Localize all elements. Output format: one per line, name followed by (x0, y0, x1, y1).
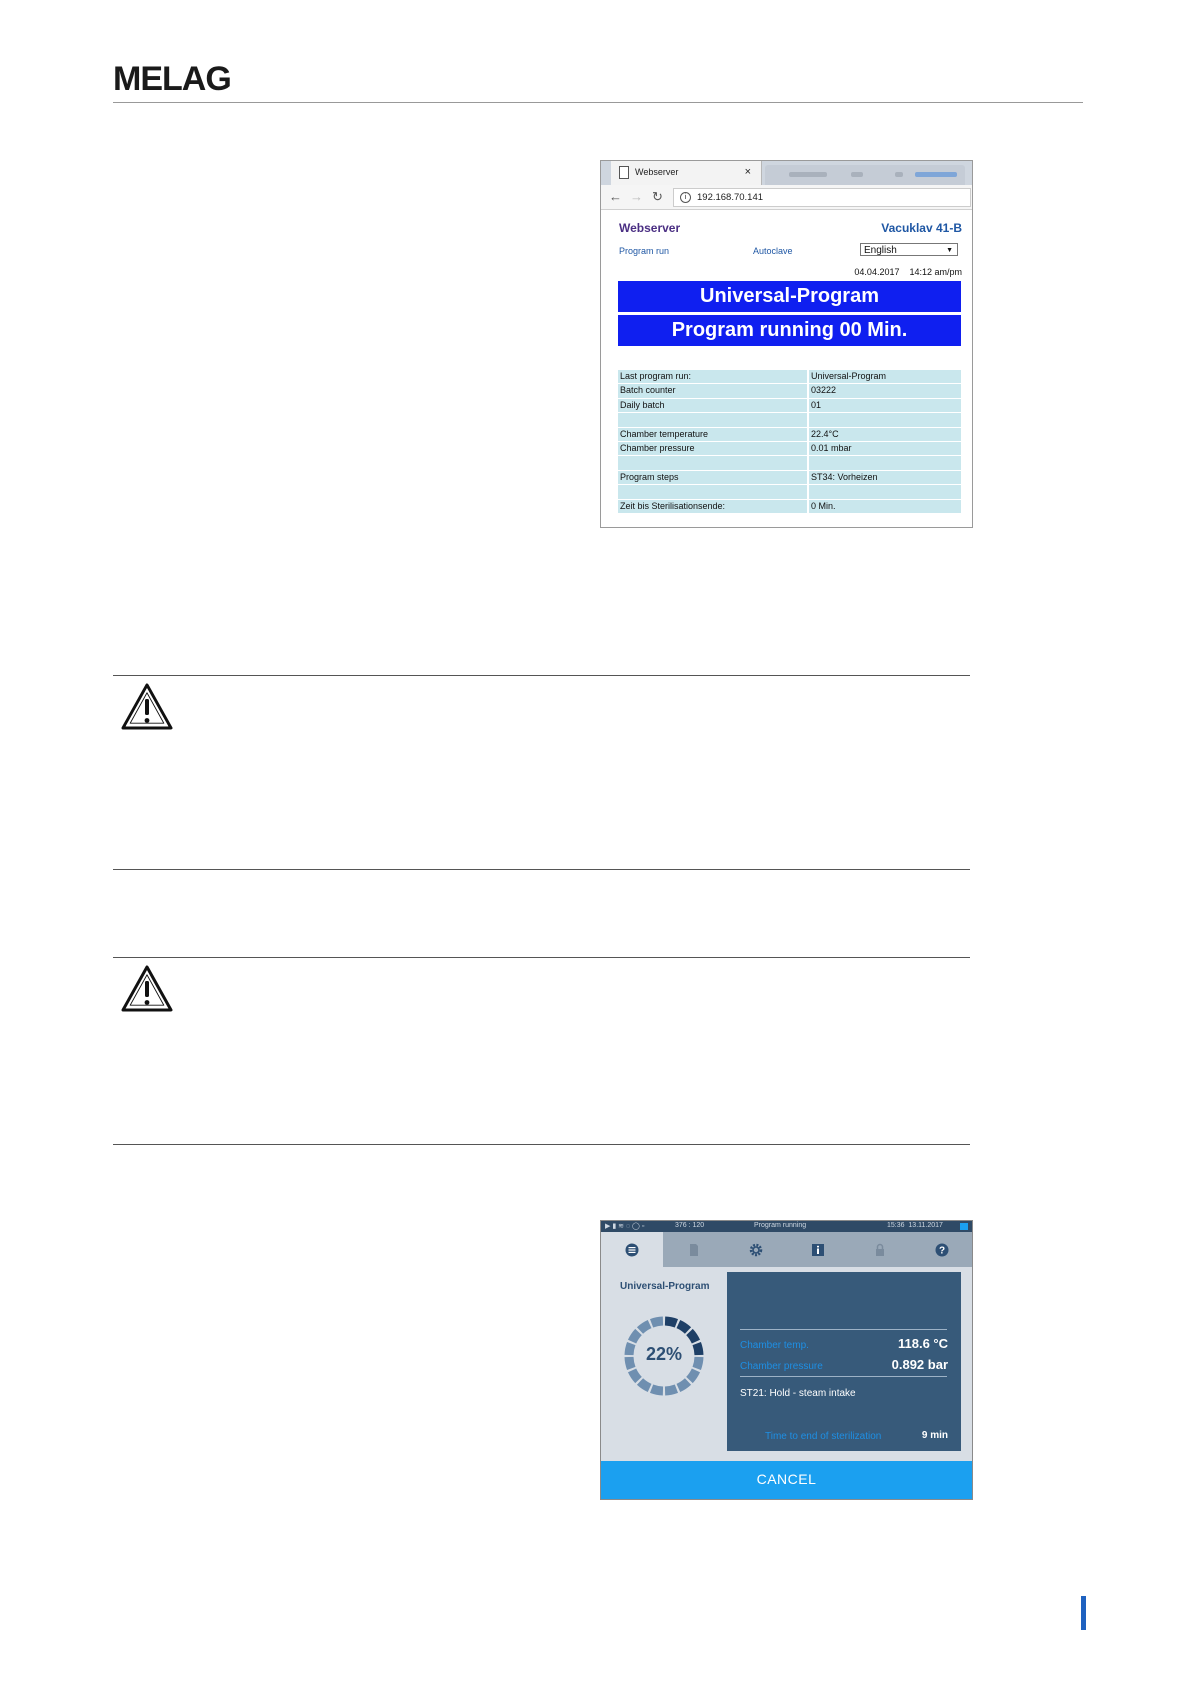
table-row (618, 456, 961, 469)
page-marker (1081, 1596, 1086, 1630)
progress-segment (632, 1370, 638, 1380)
svg-text:?: ? (938, 1245, 946, 1257)
cancel-button[interactable]: CANCEL (601, 1461, 972, 1499)
page-icon (619, 166, 629, 179)
chamber-temp-value: 118.6 °C (897, 1336, 948, 1351)
device-tab-bar (601, 1232, 972, 1267)
lock-icon (873, 1243, 887, 1257)
row-value (809, 485, 961, 498)
tab-documents[interactable] (663, 1232, 725, 1267)
program-status-bar: Program running 00 Min. (618, 315, 961, 346)
row-label: Last program run: (618, 370, 807, 383)
table-row (618, 500, 961, 513)
program-icon (625, 1243, 639, 1257)
status-indicator (960, 1223, 968, 1230)
language-value: English (864, 245, 897, 256)
status-icons: ▶ ▮ ≋ ◌ ◯ ▫ (605, 1223, 645, 1230)
close-tab-icon[interactable]: × (744, 166, 751, 178)
time-to-end-label: Time to end of sterilization (765, 1431, 882, 1442)
language-select[interactable] (860, 243, 958, 256)
browser-tab[interactable] (611, 161, 762, 185)
row-value: 22.4°C (809, 428, 961, 441)
chamber-pressure-value: 0.892 bar (891, 1357, 948, 1372)
nav-program-run[interactable]: Program run (619, 246, 670, 256)
progress-segment (652, 1321, 663, 1323)
progress-segment (678, 1381, 688, 1387)
row-value: 0 Min. (809, 500, 961, 513)
table-row (618, 442, 961, 455)
progress-segment (652, 1389, 663, 1391)
row-label: Chamber temperature (618, 428, 807, 441)
settings-icon (749, 1243, 763, 1257)
row-label (618, 485, 807, 498)
chamber-pressure-label: Chamber pressure (740, 1361, 823, 1372)
progress-segment (665, 1389, 676, 1391)
progress-segment (665, 1321, 676, 1323)
address-bar (601, 185, 972, 210)
info-icon (811, 1243, 825, 1257)
row-label (618, 413, 807, 426)
row-value: 0.01 mbar (809, 442, 961, 455)
row-label (618, 456, 807, 469)
row-value: ST34: Vorheizen (809, 471, 961, 484)
progress-segment (689, 1370, 695, 1380)
info-icon: i (680, 192, 691, 203)
table-row (618, 384, 961, 397)
status-table (618, 370, 961, 514)
back-icon[interactable]: ← (609, 189, 622, 204)
device-program-name: Universal-Program (620, 1281, 710, 1292)
dropdown-arrow-icon: ▼ (946, 247, 953, 254)
row-label: Chamber pressure (618, 442, 807, 455)
panel-divider (740, 1329, 947, 1330)
webserver-screenshot (600, 160, 973, 528)
program-info-panel (727, 1272, 961, 1451)
row-value: 03222 (809, 384, 961, 397)
warning-divider-top (113, 957, 970, 958)
chamber-temp-label: Chamber temp. (740, 1340, 809, 1351)
help-icon (935, 1243, 949, 1257)
warning-divider-top (113, 675, 970, 676)
progress-segment (632, 1332, 638, 1342)
warning-icon (120, 964, 174, 1014)
progress-segment (640, 1324, 650, 1330)
row-value (809, 456, 961, 469)
row-label: Zeit bis Sterilisationsende: (618, 500, 807, 513)
browser-tab-inactive[interactable] (765, 165, 965, 185)
warning-divider-bottom (113, 869, 970, 870)
url-text: 192.168.70.141 (697, 192, 764, 203)
progress-segment (678, 1324, 688, 1330)
forward-icon[interactable]: → (630, 189, 643, 204)
time-to-end-value: 9 min (921, 1430, 948, 1441)
tab-program[interactable] (601, 1232, 663, 1267)
panel-divider (740, 1376, 947, 1377)
tab-info[interactable] (787, 1232, 849, 1267)
tab-settings[interactable] (725, 1232, 787, 1267)
date-time: 04.04.2017 14:12 am/pm (854, 267, 962, 277)
browser-tab-bar (601, 161, 972, 185)
tab-lock[interactable] (849, 1232, 911, 1267)
nav-autoclave[interactable]: Autoclave (753, 246, 793, 256)
table-row (618, 370, 961, 383)
progress-segment (640, 1381, 650, 1387)
warning-icon (120, 682, 174, 732)
device-display-screenshot (600, 1220, 973, 1500)
device-model: Vacuklav 41-B (881, 221, 962, 235)
header-divider (113, 102, 1083, 103)
status-datetime: 15:36 13.11.2017 (887, 1222, 943, 1229)
melag-logo: MELAG (113, 60, 231, 98)
table-row (618, 428, 961, 441)
row-label: Daily batch (618, 399, 807, 412)
reload-icon[interactable]: ↻ (652, 189, 663, 204)
table-row (618, 413, 961, 426)
tab-help[interactable] (911, 1232, 973, 1267)
document-icon (687, 1243, 701, 1257)
table-row (618, 399, 961, 412)
row-value: Universal-Program (809, 370, 961, 383)
row-label: Program steps (618, 471, 807, 484)
progress-segment (689, 1332, 695, 1342)
row-value: 01 (809, 399, 961, 412)
device-status-bar (601, 1221, 972, 1232)
progress-percent: 22% (645, 1344, 683, 1364)
program-name-bar: Universal-Program (618, 281, 961, 312)
row-value (809, 413, 961, 426)
row-label: Batch counter (618, 384, 807, 397)
status-state: Program running (754, 1222, 807, 1229)
table-row (618, 485, 961, 498)
webserver-title: Webserver (619, 221, 681, 235)
status-counter: 376 : 120 (675, 1222, 705, 1229)
url-field[interactable] (673, 188, 971, 207)
table-row (618, 471, 961, 484)
warning-divider-bottom (113, 1144, 970, 1145)
browser-tab-title: Webserver (635, 167, 679, 177)
program-step: ST21: Hold - steam intake (740, 1388, 856, 1399)
